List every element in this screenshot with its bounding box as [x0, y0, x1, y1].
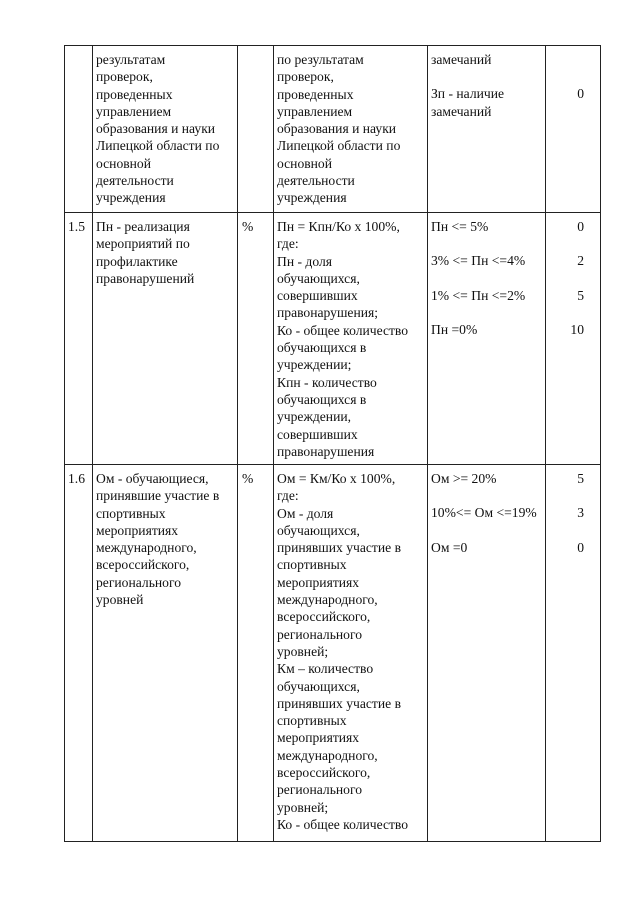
score-item: 10	[570, 321, 584, 337]
table-row	[65, 46, 601, 213]
indicator-name-cell: Пн - реализация мероприятий по профилактике правонарушений	[93, 213, 238, 465]
score-item: 3	[577, 505, 584, 521]
condition-cell	[428, 213, 546, 465]
score-item: 2	[577, 253, 584, 269]
score-cell	[546, 46, 601, 213]
row-number-cell	[65, 46, 93, 213]
row-number-cell: 1.5	[65, 213, 93, 465]
score-item: 5	[577, 287, 584, 303]
condition-cell	[428, 465, 546, 842]
score-item: 0	[577, 539, 584, 555]
condition-cell	[428, 46, 546, 213]
condition-item: 1% <= Пн <=2%	[431, 287, 526, 303]
table-row	[65, 213, 601, 465]
condition-item: Пн <= 5%	[431, 219, 489, 234]
score-item: 0	[577, 219, 584, 234]
criteria-table	[64, 45, 601, 842]
unit-cell: %	[238, 213, 274, 465]
table-row	[65, 465, 601, 842]
condition-item: Пн =0%	[431, 321, 478, 337]
condition-item: замечаний	[431, 52, 492, 67]
name-lines: результатам проверок, проведенных управлением образования и науки Липецкой области по основной деятельности учреждения	[96, 52, 220, 206]
unit-cell	[238, 46, 274, 213]
score-cell	[546, 465, 601, 842]
condition-item: Зп - наличие замечаний	[431, 86, 505, 119]
formula-lines: по результатам проверок, проведенных управлением образования и науки Липецкой области по основной деятельности учреждения	[277, 52, 401, 206]
condition-item: Ом >= 20%	[431, 471, 497, 486]
condition-item: 3% <= Пн <=4%	[431, 253, 526, 269]
indicator-name-cell	[93, 46, 238, 213]
row-number-cell: 1.6	[65, 465, 93, 842]
score-item: 5	[577, 471, 584, 486]
formula-cell: Ом = Км/Ко х 100%, где: Ом - доля обучающихся, принявших участие в спортивных мероприятиях международного, всероссийского, регионального уровней; Км – количество обучающихся, принявших участие в спортивных мероприятиях международного, всероссийского, регионального уровней; Ко - общее количество	[274, 465, 428, 842]
formula-cell: Пн = Кпн/Ко х 100%, где: Пн - доля обучающихся, совершивших правонарушения; Ко - общее количество обучающихся в учреждении; Кпн - количество обучающихся в учреждении, совершивших правонарушения	[274, 213, 428, 465]
condition-item: 10%<= Ом <=19%	[431, 505, 537, 521]
score-cell	[546, 213, 601, 465]
unit-cell: %	[238, 465, 274, 842]
condition-item: Ом =0	[431, 539, 468, 555]
formula-cell	[274, 46, 428, 213]
score-item: 0	[577, 86, 584, 101]
indicator-name-cell: Ом - обучающиеся, принявшие участие в спортивных мероприятиях международного, всероссийского, регионального уровней	[93, 465, 238, 842]
score-item	[549, 51, 598, 68]
